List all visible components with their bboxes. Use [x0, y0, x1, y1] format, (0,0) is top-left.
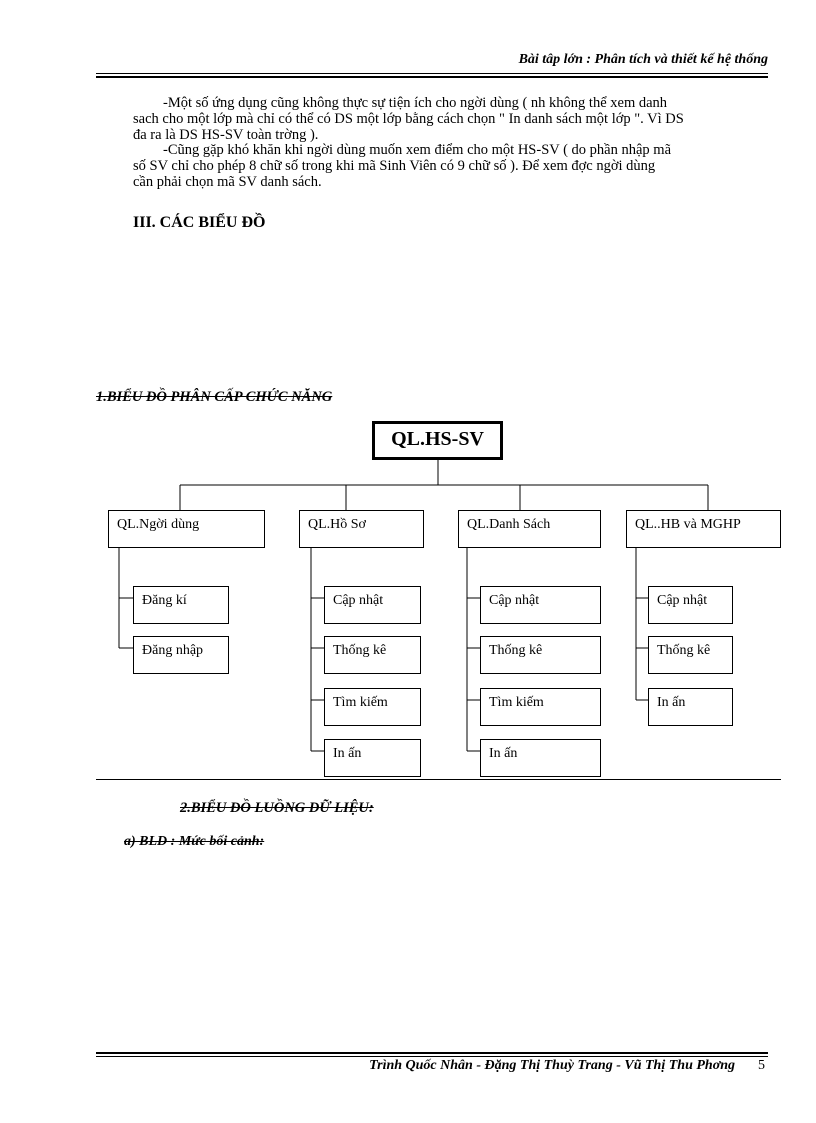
diagram-node-records-search: Tìm kiếm: [324, 688, 421, 726]
diagram-node-scholarship-update: Cập nhật: [648, 586, 733, 624]
diagram-node-scholarship-stats: Thống kê: [648, 636, 733, 674]
footer-authors: Trình Quốc Nhân - Đặng Thị Thuỳ Trang - Vũ Thị Thu Phơng: [369, 1058, 735, 1073]
paragraph-2-line-3: cần phải chọn mã SV danh sách.: [133, 174, 322, 190]
footer-rule: [96, 1056, 768, 1057]
diagram-node-scholarship-print: In ấn: [648, 688, 733, 726]
diagram-group-scholarship: QL..HB và MGHP: [626, 510, 781, 548]
subheading-context-level: a) BLD : Mức bối cảnh:: [124, 834, 265, 849]
paragraph-1-line-1: -Một số ứng dụng cũng không thực sự tiện ích cho ngời dùng ( nh không thể xem danh: [163, 95, 668, 111]
diagram-node-lists-stats: Thống kê: [480, 636, 601, 674]
paragraph-1-line-2: sach cho một lớp mà chỉ có thể có DS một lớp bằng cách chọn " In danh sách một lớp ". Vì DS: [133, 111, 684, 127]
footer-rule-thick: [96, 1052, 768, 1054]
page-number: 5: [758, 1058, 765, 1073]
diagram-root: QL.HS-SV: [372, 421, 503, 460]
diagram-node-lists-print: In ấn: [480, 739, 601, 777]
diagram-node-records-print: In ấn: [324, 739, 421, 777]
subheading-hierarchy: 1.BIỂU ĐỒ PHÂN CẤP CHỨC NĂNG: [96, 389, 333, 405]
paragraph-2-line-1: -Cũng gặp khó khăn khi ngời dùng muốn xem điểm cho một HS-SV ( do phần nhập mã: [163, 142, 672, 158]
diagram-node-records-stats: Thống kê: [324, 636, 421, 674]
section-divider: [96, 779, 781, 780]
diagram-group-records: QL.Hồ Sơ: [299, 510, 424, 548]
paragraph-2-line-2: số SV chỉ cho phép 8 chữ số trong khi mã Sinh Viên có 9 chữ số ). Để xem đợc ngời dùng: [133, 158, 656, 174]
diagram-node-lists-search: Tìm kiếm: [480, 688, 601, 726]
diagram-group-lists: QL.Danh Sách: [458, 510, 601, 548]
section-heading: III. CÁC BIỂU ĐỒ: [133, 214, 266, 231]
header-title: Bài tâp lớn : Phân tích và thiết kế hệ thống: [518, 52, 768, 67]
diagram-node-lists-update: Cập nhật: [480, 586, 601, 624]
diagram-node-register: Đăng kí: [133, 586, 229, 624]
diagram-node-login: Đăng nhập: [133, 636, 229, 674]
subheading-dataflow: 2.BIỂU ĐỒ LUỒNG DỮ LIỆU:: [180, 800, 374, 816]
diagram-node-records-update: Cập nhật: [324, 586, 421, 624]
diagram-group-users: QL.Ngời dùng: [108, 510, 265, 548]
paragraph-1-line-3: đa ra là DS HS-SV toàn trờng ).: [133, 127, 319, 143]
